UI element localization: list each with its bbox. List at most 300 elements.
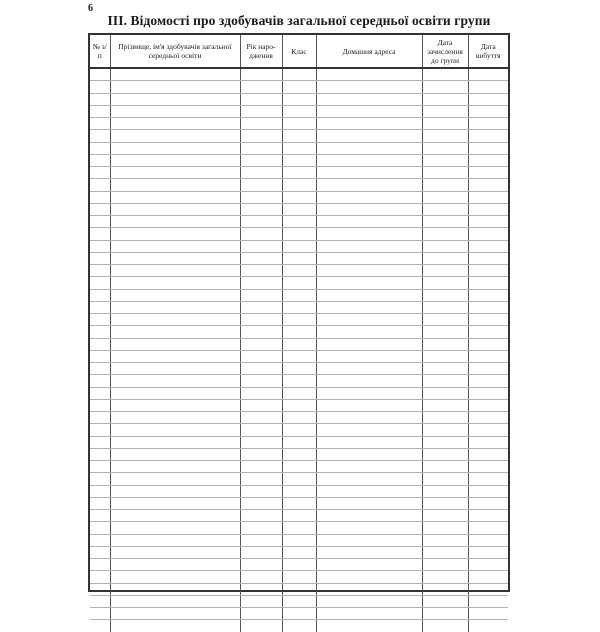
cell-class[interactable] [282, 265, 316, 277]
cell-class[interactable] [282, 68, 316, 81]
cell-name[interactable] [110, 350, 240, 362]
cell-class[interactable] [282, 510, 316, 522]
cell-enroll-date[interactable] [422, 595, 468, 607]
cell-enroll-date[interactable] [422, 105, 468, 117]
cell-class[interactable] [282, 167, 316, 179]
cell-birth-year[interactable] [240, 559, 282, 571]
cell-enroll-date[interactable] [422, 350, 468, 362]
cell-leave-date[interactable] [468, 412, 508, 424]
cell-birth-year[interactable] [240, 363, 282, 375]
cell-address[interactable] [316, 546, 422, 558]
cell-enroll-date[interactable] [422, 167, 468, 179]
cell-enroll-date[interactable] [422, 240, 468, 252]
cell-number[interactable] [90, 240, 110, 252]
cell-number[interactable] [90, 142, 110, 154]
cell-name[interactable] [110, 485, 240, 497]
cell-enroll-date[interactable] [422, 265, 468, 277]
cell-enroll-date[interactable] [422, 571, 468, 583]
cell-enroll-date[interactable] [422, 448, 468, 460]
cell-name[interactable] [110, 314, 240, 326]
cell-birth-year[interactable] [240, 216, 282, 228]
cell-name[interactable] [110, 620, 240, 632]
cell-class[interactable] [282, 497, 316, 509]
cell-class[interactable] [282, 473, 316, 485]
cell-address[interactable] [316, 571, 422, 583]
cell-birth-year[interactable] [240, 473, 282, 485]
cell-leave-date[interactable] [468, 289, 508, 301]
cell-name[interactable] [110, 81, 240, 93]
cell-class[interactable] [282, 314, 316, 326]
cell-enroll-date[interactable] [422, 118, 468, 130]
cell-birth-year[interactable] [240, 93, 282, 105]
cell-birth-year[interactable] [240, 485, 282, 497]
cell-leave-date[interactable] [468, 81, 508, 93]
cell-address[interactable] [316, 338, 422, 350]
cell-leave-date[interactable] [468, 191, 508, 203]
cell-class[interactable] [282, 461, 316, 473]
cell-address[interactable] [316, 240, 422, 252]
cell-number[interactable] [90, 203, 110, 215]
cell-address[interactable] [316, 203, 422, 215]
cell-enroll-date[interactable] [422, 522, 468, 534]
cell-name[interactable] [110, 93, 240, 105]
cell-birth-year[interactable] [240, 228, 282, 240]
cell-number[interactable] [90, 252, 110, 264]
cell-number[interactable] [90, 608, 110, 620]
cell-birth-year[interactable] [240, 510, 282, 522]
cell-number[interactable] [90, 228, 110, 240]
cell-number[interactable] [90, 68, 110, 81]
cell-enroll-date[interactable] [422, 436, 468, 448]
cell-class[interactable] [282, 363, 316, 375]
cell-address[interactable] [316, 216, 422, 228]
cell-enroll-date[interactable] [422, 252, 468, 264]
cell-address[interactable] [316, 559, 422, 571]
cell-number[interactable] [90, 167, 110, 179]
cell-birth-year[interactable] [240, 118, 282, 130]
cell-enroll-date[interactable] [422, 301, 468, 313]
cell-address[interactable] [316, 326, 422, 338]
cell-leave-date[interactable] [468, 105, 508, 117]
cell-address[interactable] [316, 154, 422, 166]
cell-birth-year[interactable] [240, 191, 282, 203]
cell-enroll-date[interactable] [422, 375, 468, 387]
cell-class[interactable] [282, 81, 316, 93]
cell-enroll-date[interactable] [422, 228, 468, 240]
cell-name[interactable] [110, 448, 240, 460]
cell-number[interactable] [90, 350, 110, 362]
cell-class[interactable] [282, 448, 316, 460]
cell-address[interactable] [316, 130, 422, 142]
cell-enroll-date[interactable] [422, 130, 468, 142]
cell-name[interactable] [110, 228, 240, 240]
cell-address[interactable] [316, 81, 422, 93]
cell-address[interactable] [316, 497, 422, 509]
cell-leave-date[interactable] [468, 399, 508, 411]
cell-leave-date[interactable] [468, 142, 508, 154]
cell-enroll-date[interactable] [422, 534, 468, 546]
cell-class[interactable] [282, 105, 316, 117]
cell-enroll-date[interactable] [422, 461, 468, 473]
cell-class[interactable] [282, 571, 316, 583]
cell-number[interactable] [90, 81, 110, 93]
cell-leave-date[interactable] [468, 301, 508, 313]
cell-birth-year[interactable] [240, 105, 282, 117]
cell-enroll-date[interactable] [422, 473, 468, 485]
cell-enroll-date[interactable] [422, 179, 468, 191]
cell-address[interactable] [316, 252, 422, 264]
cell-birth-year[interactable] [240, 497, 282, 509]
cell-name[interactable] [110, 277, 240, 289]
cell-number[interactable] [90, 154, 110, 166]
cell-birth-year[interactable] [240, 522, 282, 534]
cell-class[interactable] [282, 387, 316, 399]
cell-class[interactable] [282, 191, 316, 203]
cell-leave-date[interactable] [468, 363, 508, 375]
cell-birth-year[interactable] [240, 375, 282, 387]
cell-leave-date[interactable] [468, 608, 508, 620]
cell-birth-year[interactable] [240, 203, 282, 215]
cell-enroll-date[interactable] [422, 583, 468, 595]
cell-leave-date[interactable] [468, 326, 508, 338]
cell-class[interactable] [282, 485, 316, 497]
cell-leave-date[interactable] [468, 130, 508, 142]
cell-number[interactable] [90, 363, 110, 375]
cell-class[interactable] [282, 179, 316, 191]
cell-enroll-date[interactable] [422, 314, 468, 326]
cell-birth-year[interactable] [240, 240, 282, 252]
cell-class[interactable] [282, 412, 316, 424]
cell-address[interactable] [316, 228, 422, 240]
cell-birth-year[interactable] [240, 461, 282, 473]
cell-leave-date[interactable] [468, 436, 508, 448]
cell-leave-date[interactable] [468, 583, 508, 595]
cell-leave-date[interactable] [468, 595, 508, 607]
cell-name[interactable] [110, 240, 240, 252]
cell-birth-year[interactable] [240, 265, 282, 277]
cell-leave-date[interactable] [468, 522, 508, 534]
cell-enroll-date[interactable] [422, 608, 468, 620]
cell-class[interactable] [282, 399, 316, 411]
cell-birth-year[interactable] [240, 130, 282, 142]
cell-number[interactable] [90, 473, 110, 485]
cell-birth-year[interactable] [240, 68, 282, 81]
cell-birth-year[interactable] [240, 142, 282, 154]
cell-name[interactable] [110, 118, 240, 130]
cell-birth-year[interactable] [240, 608, 282, 620]
cell-name[interactable] [110, 534, 240, 546]
cell-birth-year[interactable] [240, 252, 282, 264]
cell-class[interactable] [282, 436, 316, 448]
cell-class[interactable] [282, 130, 316, 142]
cell-leave-date[interactable] [468, 387, 508, 399]
cell-name[interactable] [110, 154, 240, 166]
cell-address[interactable] [316, 620, 422, 632]
cell-birth-year[interactable] [240, 179, 282, 191]
cell-leave-date[interactable] [468, 559, 508, 571]
cell-number[interactable] [90, 105, 110, 117]
cell-enroll-date[interactable] [422, 326, 468, 338]
cell-leave-date[interactable] [468, 571, 508, 583]
cell-class[interactable] [282, 252, 316, 264]
cell-address[interactable] [316, 424, 422, 436]
cell-enroll-date[interactable] [422, 412, 468, 424]
cell-address[interactable] [316, 191, 422, 203]
cell-address[interactable] [316, 608, 422, 620]
cell-leave-date[interactable] [468, 546, 508, 558]
cell-name[interactable] [110, 167, 240, 179]
cell-address[interactable] [316, 314, 422, 326]
cell-birth-year[interactable] [240, 534, 282, 546]
cell-number[interactable] [90, 301, 110, 313]
cell-number[interactable] [90, 522, 110, 534]
cell-name[interactable] [110, 412, 240, 424]
cell-address[interactable] [316, 265, 422, 277]
cell-name[interactable] [110, 216, 240, 228]
cell-number[interactable] [90, 179, 110, 191]
cell-name[interactable] [110, 608, 240, 620]
cell-name[interactable] [110, 130, 240, 142]
cell-number[interactable] [90, 534, 110, 546]
cell-address[interactable] [316, 179, 422, 191]
cell-name[interactable] [110, 522, 240, 534]
cell-birth-year[interactable] [240, 412, 282, 424]
cell-enroll-date[interactable] [422, 497, 468, 509]
cell-address[interactable] [316, 485, 422, 497]
cell-name[interactable] [110, 191, 240, 203]
cell-enroll-date[interactable] [422, 387, 468, 399]
cell-enroll-date[interactable] [422, 424, 468, 436]
cell-class[interactable] [282, 608, 316, 620]
cell-class[interactable] [282, 240, 316, 252]
cell-name[interactable] [110, 142, 240, 154]
cell-address[interactable] [316, 436, 422, 448]
cell-address[interactable] [316, 289, 422, 301]
cell-number[interactable] [90, 546, 110, 558]
cell-number[interactable] [90, 510, 110, 522]
cell-leave-date[interactable] [468, 620, 508, 632]
cell-birth-year[interactable] [240, 571, 282, 583]
cell-enroll-date[interactable] [422, 559, 468, 571]
cell-enroll-date[interactable] [422, 546, 468, 558]
cell-address[interactable] [316, 277, 422, 289]
cell-address[interactable] [316, 93, 422, 105]
cell-class[interactable] [282, 595, 316, 607]
cell-leave-date[interactable] [468, 265, 508, 277]
cell-number[interactable] [90, 595, 110, 607]
cell-leave-date[interactable] [468, 179, 508, 191]
cell-enroll-date[interactable] [422, 68, 468, 81]
cell-leave-date[interactable] [468, 252, 508, 264]
cell-number[interactable] [90, 399, 110, 411]
cell-address[interactable] [316, 167, 422, 179]
cell-number[interactable] [90, 277, 110, 289]
cell-number[interactable] [90, 314, 110, 326]
cell-leave-date[interactable] [468, 461, 508, 473]
cell-name[interactable] [110, 473, 240, 485]
cell-name[interactable] [110, 559, 240, 571]
cell-leave-date[interactable] [468, 154, 508, 166]
cell-leave-date[interactable] [468, 118, 508, 130]
cell-leave-date[interactable] [468, 338, 508, 350]
cell-leave-date[interactable] [468, 68, 508, 81]
cell-address[interactable] [316, 522, 422, 534]
cell-address[interactable] [316, 595, 422, 607]
cell-leave-date[interactable] [468, 510, 508, 522]
cell-enroll-date[interactable] [422, 93, 468, 105]
cell-leave-date[interactable] [468, 203, 508, 215]
cell-address[interactable] [316, 399, 422, 411]
cell-leave-date[interactable] [468, 314, 508, 326]
cell-leave-date[interactable] [468, 93, 508, 105]
cell-address[interactable] [316, 473, 422, 485]
cell-leave-date[interactable] [468, 485, 508, 497]
cell-name[interactable] [110, 461, 240, 473]
cell-name[interactable] [110, 546, 240, 558]
cell-name[interactable] [110, 301, 240, 313]
cell-name[interactable] [110, 436, 240, 448]
cell-leave-date[interactable] [468, 350, 508, 362]
cell-birth-year[interactable] [240, 424, 282, 436]
cell-number[interactable] [90, 412, 110, 424]
cell-birth-year[interactable] [240, 289, 282, 301]
cell-class[interactable] [282, 154, 316, 166]
cell-name[interactable] [110, 424, 240, 436]
cell-number[interactable] [90, 191, 110, 203]
cell-number[interactable] [90, 583, 110, 595]
cell-birth-year[interactable] [240, 167, 282, 179]
cell-leave-date[interactable] [468, 497, 508, 509]
cell-birth-year[interactable] [240, 338, 282, 350]
cell-enroll-date[interactable] [422, 510, 468, 522]
cell-leave-date[interactable] [468, 277, 508, 289]
cell-number[interactable] [90, 387, 110, 399]
cell-class[interactable] [282, 301, 316, 313]
cell-birth-year[interactable] [240, 546, 282, 558]
cell-enroll-date[interactable] [422, 289, 468, 301]
cell-number[interactable] [90, 448, 110, 460]
cell-number[interactable] [90, 436, 110, 448]
cell-enroll-date[interactable] [422, 142, 468, 154]
cell-name[interactable] [110, 387, 240, 399]
cell-address[interactable] [316, 534, 422, 546]
cell-address[interactable] [316, 448, 422, 460]
cell-address[interactable] [316, 375, 422, 387]
cell-number[interactable] [90, 93, 110, 105]
cell-leave-date[interactable] [468, 448, 508, 460]
cell-name[interactable] [110, 583, 240, 595]
cell-leave-date[interactable] [468, 228, 508, 240]
cell-class[interactable] [282, 534, 316, 546]
cell-address[interactable] [316, 387, 422, 399]
cell-class[interactable] [282, 350, 316, 362]
cell-birth-year[interactable] [240, 620, 282, 632]
cell-number[interactable] [90, 424, 110, 436]
cell-enroll-date[interactable] [422, 399, 468, 411]
cell-name[interactable] [110, 265, 240, 277]
cell-number[interactable] [90, 265, 110, 277]
cell-class[interactable] [282, 142, 316, 154]
cell-enroll-date[interactable] [422, 485, 468, 497]
cell-birth-year[interactable] [240, 81, 282, 93]
cell-enroll-date[interactable] [422, 203, 468, 215]
cell-number[interactable] [90, 571, 110, 583]
cell-leave-date[interactable] [468, 167, 508, 179]
cell-leave-date[interactable] [468, 240, 508, 252]
cell-enroll-date[interactable] [422, 81, 468, 93]
cell-birth-year[interactable] [240, 350, 282, 362]
cell-address[interactable] [316, 350, 422, 362]
cell-number[interactable] [90, 461, 110, 473]
cell-leave-date[interactable] [468, 216, 508, 228]
cell-number[interactable] [90, 338, 110, 350]
cell-class[interactable] [282, 203, 316, 215]
cell-name[interactable] [110, 338, 240, 350]
cell-number[interactable] [90, 130, 110, 142]
cell-class[interactable] [282, 559, 316, 571]
cell-birth-year[interactable] [240, 448, 282, 460]
cell-number[interactable] [90, 485, 110, 497]
cell-leave-date[interactable] [468, 473, 508, 485]
cell-address[interactable] [316, 142, 422, 154]
cell-class[interactable] [282, 326, 316, 338]
cell-class[interactable] [282, 375, 316, 387]
cell-name[interactable] [110, 203, 240, 215]
cell-class[interactable] [282, 277, 316, 289]
cell-address[interactable] [316, 412, 422, 424]
cell-address[interactable] [316, 510, 422, 522]
cell-number[interactable] [90, 216, 110, 228]
cell-address[interactable] [316, 363, 422, 375]
cell-name[interactable] [110, 68, 240, 81]
cell-birth-year[interactable] [240, 326, 282, 338]
cell-name[interactable] [110, 399, 240, 411]
cell-birth-year[interactable] [240, 595, 282, 607]
cell-class[interactable] [282, 583, 316, 595]
cell-leave-date[interactable] [468, 424, 508, 436]
cell-address[interactable] [316, 461, 422, 473]
cell-name[interactable] [110, 595, 240, 607]
cell-name[interactable] [110, 252, 240, 264]
cell-number[interactable] [90, 289, 110, 301]
cell-name[interactable] [110, 326, 240, 338]
cell-enroll-date[interactable] [422, 216, 468, 228]
cell-enroll-date[interactable] [422, 277, 468, 289]
cell-enroll-date[interactable] [422, 338, 468, 350]
cell-address[interactable] [316, 68, 422, 81]
cell-class[interactable] [282, 620, 316, 632]
cell-class[interactable] [282, 228, 316, 240]
cell-name[interactable] [110, 571, 240, 583]
cell-birth-year[interactable] [240, 399, 282, 411]
cell-address[interactable] [316, 118, 422, 130]
cell-address[interactable] [316, 301, 422, 313]
cell-name[interactable] [110, 179, 240, 191]
cell-name[interactable] [110, 105, 240, 117]
cell-birth-year[interactable] [240, 301, 282, 313]
cell-address[interactable] [316, 105, 422, 117]
cell-number[interactable] [90, 375, 110, 387]
cell-birth-year[interactable] [240, 154, 282, 166]
cell-name[interactable] [110, 363, 240, 375]
cell-class[interactable] [282, 424, 316, 436]
cell-class[interactable] [282, 522, 316, 534]
cell-number[interactable] [90, 118, 110, 130]
cell-number[interactable] [90, 497, 110, 509]
cell-class[interactable] [282, 546, 316, 558]
cell-number[interactable] [90, 620, 110, 632]
cell-number[interactable] [90, 326, 110, 338]
